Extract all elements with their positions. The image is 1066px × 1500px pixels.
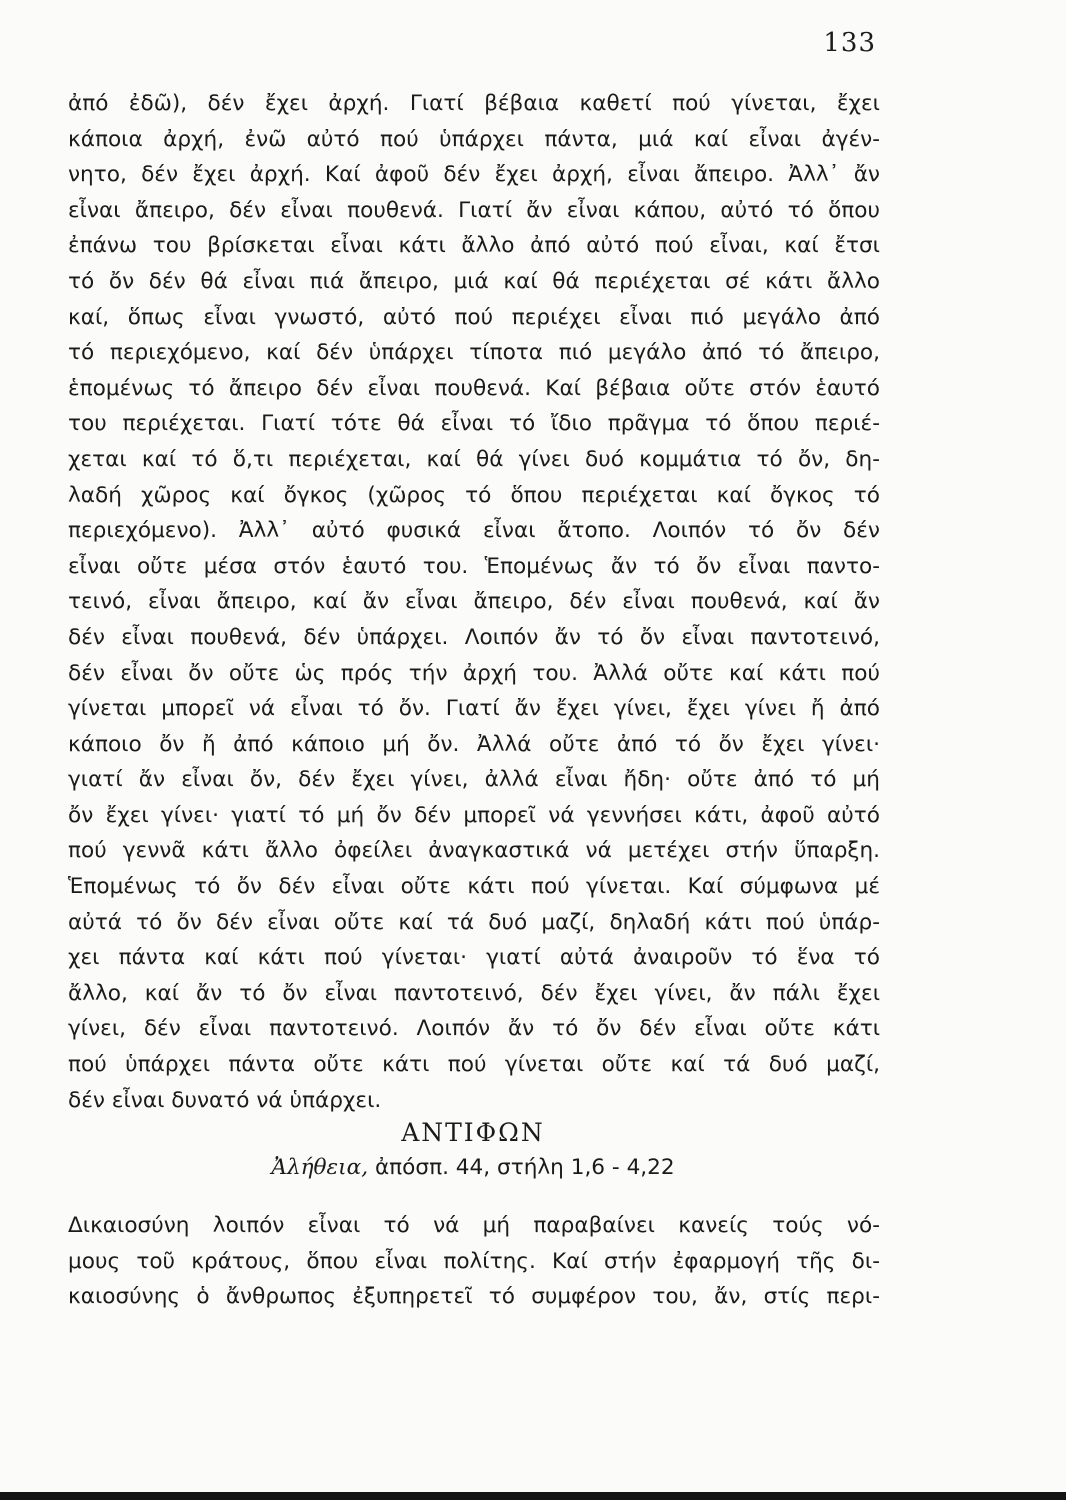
text-line: κάποιο ὄν ἤ ἀπό κάποιο μή ὄν. Ἀλλά οὔτε ἀπό τό ὄν ἔχει γίνει· — [68, 731, 880, 757]
text-line: χει πάντα καί κάτι πού γίνεται· γιατί αὐτά ἀναιροῦν τό ἕνα τό — [68, 945, 880, 971]
text-line: γίνεται μπορεῖ νά εἶναι τό ὄν. Γιατί ἄν ἔχει γίνει, ἔχει γίνει ἤ ἀπό — [68, 696, 880, 722]
text-line: δέν εἶναι ὄν οὔτε ὡς πρός τήν ἀρχή του. Ἀλλά οὔτε καί κάτι πού — [68, 660, 880, 686]
text-line: γιατί ἄν εἶναι ὄν, δέν ἔχει γίνει, ἀλλά εἶναι ἤδη· οὔτε ἀπό τό μή — [68, 767, 880, 793]
section-heading: ΑΝΤΙΦΩΝ — [401, 1118, 545, 1147]
text-line: καί, ὅπως εἶναι γνωστό, αὐτό πού περιέχει εἶναι πιό μεγάλο ἀπό — [68, 304, 880, 330]
text-line: γίνει, δέν εἶναι παντοτεινό. Λοιπόν ἄν τό ὄν δέν εἶναι οὔτε κάτι — [68, 1016, 880, 1042]
source-citation — [0, 1155, 946, 1180]
text-line: πού ὑπάρχει πάντα οὔτε κάτι πού γίνεται οὔτε καί τά δυό μαζί, — [68, 1052, 880, 1078]
source-reference: ἀπόσπ. 44, στήλη 1,6 - 4,22 — [374, 1155, 675, 1180]
text-line: Δικαιοσύνη λοιπόν εἶναι τό νά μή παραβαίνει κανείς τούς νό- — [68, 1213, 880, 1238]
text-line: κάποια ἀρχή, ἐνῶ αὐτό πού ὑπάρχει πάντα, μιά καί εἶναι ἀγέν- — [68, 126, 880, 152]
text-line: ἄλλο, καί ἄν τό ὄν εἶναι παντοτεινό, δέν ἔχει γίνει, ἄν πάλι ἔχει — [68, 980, 880, 1006]
text-line: δέν εἶναι πουθενά, δέν ὑπάρχει. Λοιπόν ἄν τό ὄν εἶναι παντοτεινό, — [68, 624, 880, 650]
text-line: εἶναι ἄπειρο, δέν εἶναι πουθενά. Γιατί ἄν εἶναι κάπου, αὐτό τό ὅπου — [68, 197, 880, 223]
text-line: δέν εἶναι δυνατό νά ὑπάρχει. — [68, 1087, 382, 1113]
text-line: τό περιεχόμενο, καί δέν ὑπάρχει τίποτα πιό μεγάλο ἀπό τό ἄπειρο, — [68, 340, 880, 366]
main-text-block — [68, 86, 880, 1118]
text-line: ἑπομένως τό ἄπειρο δέν εἶναι πουθενά. Καί βέβαια οὔτε στόν ἑαυτό — [68, 375, 880, 401]
scan-bottom-border — [0, 1492, 1066, 1500]
text-line: του περιέχεται. Γιατί τότε θά εἶναι τό ἴδιο πρᾶγμα τό ὅπου περιέ- — [68, 411, 880, 437]
text-line: πού γεννᾶ κάτι ἄλλο ὀφείλει ἀναγκαστικά νά μετέχει στήν ὕπαρξη. — [68, 838, 880, 864]
text-line: περιεχόμενο). Ἀλλ᾽ αὐτό φυσικά εἶναι ἄτοπο. Λοιπόν τό ὄν δέν — [68, 518, 880, 544]
text-line: αὐτά τό ὄν δέν εἶναι οὔτε καί τά δυό μαζί, δηλαδή κάτι πού ὑπάρ- — [68, 909, 880, 935]
text-line: νητο, δέν ἔχει ἀρχή. Καί ἀφοῦ δέν ἔχει ἀρχή, εἶναι ἄπειρο. Ἀλλ᾽ ἄν — [68, 162, 880, 188]
text-line: χεται καί τό ὅ,τι περιέχεται, καί θά γίνει δυό κομμάτια τό ὄν, δη- — [68, 446, 880, 472]
text-line: Ἑπομένως τό ὄν δέν εἶναι οὔτε κάτι πού γίνεται. Καί σύμφωνα μέ — [68, 874, 880, 900]
text-line: ἀπό ἐδῶ), δέν ἔχει ἀρχή. Γιατί βέβαια καθετί πού γίνεται, ἔχει — [68, 91, 880, 116]
text-line: εἶναι οὔτε μέσα στόν ἑαυτό του. Ἑπομένως ἄν τό ὄν εἶναι παντο- — [68, 553, 880, 579]
text-line: τεινό, εἶναι ἄπειρο, καί ἄν εἶναι ἄπειρο, δέν εἶναι πουθενά, καί ἄν — [68, 589, 880, 615]
text-line: τό ὄν δέν θά εἶναι πιά ἄπειρο, μιά καί θά περιέχεται σέ κάτι ἄλλο — [68, 268, 880, 294]
text-line: ἐπάνω του βρίσκεται εἶναι κάτι ἄλλο ἀπό αὐτό πού εἶναι, καί ἔτσι — [68, 233, 880, 259]
text-line: ὄν ἔχει γίνει· γιατί τό μή ὄν δέν μπορεῖ νά γεννήσει κάτι, ἀφοῦ αὐτό — [68, 802, 880, 828]
text-line: μους τοῦ κράτους, ὅπου εἶναι πολίτης. Καί στήν ἐφαρμογή τῆς δι- — [68, 1248, 880, 1274]
page-number: 133 — [823, 28, 876, 58]
source-work-title: Ἀλήθεια, — [271, 1155, 369, 1180]
text-line: λαδή χῶρος καί ὄγκος (χῶρος τό ὅπου περιέχεται καί ὄγκος τό — [68, 482, 880, 508]
text-line: καιοσύνης ὁ ἄνθρωπος ἐξυπηρετεῖ τό συμφέρον του, ἄν, στίς περι- — [68, 1284, 880, 1310]
second-text-block — [68, 1208, 880, 1315]
